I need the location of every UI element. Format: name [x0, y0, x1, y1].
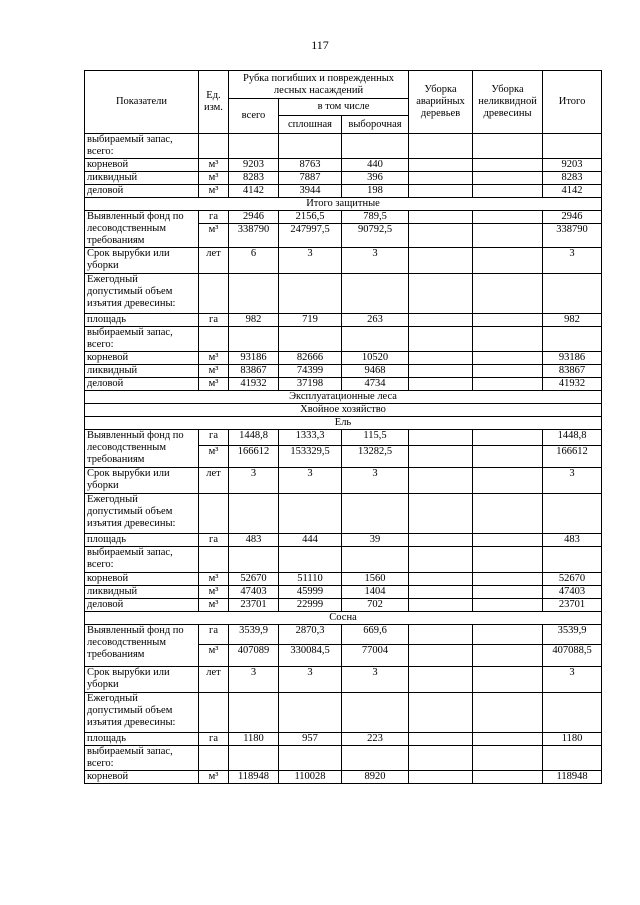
value-cell [409, 172, 473, 185]
value-cell [473, 159, 543, 172]
value-cell [409, 645, 473, 667]
value-cell [409, 185, 473, 198]
value-cell [342, 494, 409, 534]
value-cell: 3 [279, 468, 342, 494]
unit-cell: м³ [199, 771, 229, 784]
value-cell: 1448,8 [543, 430, 602, 446]
value-cell [342, 274, 409, 314]
unit-cell [199, 494, 229, 534]
value-cell: 52670 [229, 573, 279, 586]
value-cell: 9468 [342, 365, 409, 378]
table-row [85, 667, 602, 693]
unit-cell [199, 327, 229, 352]
value-cell: 115,5 [342, 430, 409, 446]
table-row [85, 599, 602, 612]
header-emergency: Уборка аварийных деревьев [409, 71, 473, 134]
value-cell [473, 586, 543, 599]
row-label: Ежегодный допустимый объем изъятия древесины: [85, 494, 199, 534]
value-cell: 3539,9 [543, 625, 602, 645]
value-cell: 8920 [342, 771, 409, 784]
value-cell [473, 185, 543, 198]
row-label: Выявленный фонд по лесоводственным требованиям [85, 430, 199, 468]
value-cell: 39 [342, 534, 409, 547]
value-cell [279, 746, 342, 771]
value-cell: 3539,9 [229, 625, 279, 645]
value-cell [543, 693, 602, 733]
value-cell: 263 [342, 314, 409, 327]
row-label: Выявленный фонд по лесоводственным требованиям [85, 211, 199, 248]
value-cell [342, 746, 409, 771]
value-cell: 83867 [229, 365, 279, 378]
table-row [85, 314, 602, 327]
value-cell [473, 211, 543, 224]
header-total-all: всего [229, 99, 279, 134]
value-cell: 82666 [279, 352, 342, 365]
value-cell: 2946 [229, 211, 279, 224]
row-label: корневой [85, 573, 199, 586]
value-cell [342, 693, 409, 733]
unit-cell: лет [199, 468, 229, 494]
value-cell [473, 733, 543, 746]
value-cell [473, 314, 543, 327]
row-label: ликвидный [85, 586, 199, 599]
value-cell [409, 468, 473, 494]
section-title: Ель [85, 417, 602, 430]
value-cell: 1180 [543, 733, 602, 746]
value-cell [473, 645, 543, 667]
value-cell: 8763 [279, 159, 342, 172]
value-cell [409, 446, 473, 468]
value-cell: 223 [342, 733, 409, 746]
row-label: деловой [85, 599, 199, 612]
row-label: выбираемый запас, всего: [85, 134, 199, 159]
value-cell [473, 547, 543, 573]
value-cell [543, 547, 602, 573]
value-cell: 93186 [229, 352, 279, 365]
value-cell [409, 378, 473, 391]
unit-cell [199, 274, 229, 314]
header-total: Итого [543, 71, 602, 134]
value-cell: 3 [342, 468, 409, 494]
table-row [85, 547, 602, 573]
table-row [85, 430, 602, 446]
row-label: Срок вырубки или уборки [85, 248, 199, 274]
value-cell: 1560 [342, 573, 409, 586]
value-cell [409, 327, 473, 352]
value-cell [473, 625, 543, 645]
unit-cell: м³ [199, 378, 229, 391]
value-cell [409, 274, 473, 314]
value-cell [409, 599, 473, 612]
value-cell [409, 352, 473, 365]
unit-cell [199, 693, 229, 733]
value-cell [409, 534, 473, 547]
value-cell: 23701 [543, 599, 602, 612]
row-label: ликвидный [85, 365, 199, 378]
row-label: ликвидный [85, 172, 199, 185]
value-cell [279, 134, 342, 159]
value-cell: 8283 [543, 172, 602, 185]
header-selective: выборочная [342, 116, 409, 134]
table-row [85, 534, 602, 547]
unit-cell: га [199, 314, 229, 327]
value-cell: 3 [543, 248, 602, 274]
row-label: выбираемый запас, всего: [85, 327, 199, 352]
value-cell: 440 [342, 159, 409, 172]
table-row [85, 248, 602, 274]
value-cell [229, 134, 279, 159]
value-cell: 3 [342, 248, 409, 274]
value-cell: 23701 [229, 599, 279, 612]
value-cell [229, 494, 279, 534]
value-cell: 3 [229, 667, 279, 693]
value-cell: 957 [279, 733, 342, 746]
value-cell [279, 547, 342, 573]
value-cell [473, 378, 543, 391]
value-cell [409, 430, 473, 446]
value-cell: 41932 [229, 378, 279, 391]
value-cell [473, 134, 543, 159]
value-cell: 153329,5 [279, 446, 342, 468]
value-cell: 52670 [543, 573, 602, 586]
unit-cell: м³ [199, 365, 229, 378]
value-cell: 198 [342, 185, 409, 198]
value-cell [543, 746, 602, 771]
value-cell: 444 [279, 534, 342, 547]
value-cell [473, 494, 543, 534]
unit-cell: га [199, 625, 229, 645]
unit-cell [199, 547, 229, 573]
unit-cell: м³ [199, 599, 229, 612]
value-cell [473, 172, 543, 185]
value-cell [342, 134, 409, 159]
table-row [85, 274, 602, 314]
value-cell: 3 [543, 468, 602, 494]
section-row [85, 198, 602, 211]
value-cell [409, 159, 473, 172]
value-cell [279, 693, 342, 733]
unit-cell: м³ [199, 224, 229, 248]
unit-cell: м³ [199, 586, 229, 599]
unit-cell: лет [199, 667, 229, 693]
table-row [85, 365, 602, 378]
value-cell: 1180 [229, 733, 279, 746]
value-cell: 3 [229, 468, 279, 494]
row-label: Срок вырубки или уборки [85, 468, 199, 494]
value-cell: 41932 [543, 378, 602, 391]
value-cell [473, 327, 543, 352]
value-cell: 982 [229, 314, 279, 327]
value-cell [473, 352, 543, 365]
row-label: корневой [85, 159, 199, 172]
header-felling: Рубка погибших и поврежденных лесных насаждений [229, 71, 409, 99]
row-label: Срок вырубки или уборки [85, 667, 199, 693]
table-row [85, 771, 602, 784]
section-title: Итого защитные [85, 198, 602, 211]
value-cell [473, 667, 543, 693]
value-cell: 338790 [229, 224, 279, 248]
value-cell: 166612 [543, 446, 602, 468]
value-cell: 3 [342, 667, 409, 693]
value-cell: 166612 [229, 446, 279, 468]
value-cell: 483 [229, 534, 279, 547]
value-cell: 37198 [279, 378, 342, 391]
unit-cell: м³ [199, 573, 229, 586]
unit-cell: м³ [199, 645, 229, 667]
value-cell [409, 494, 473, 534]
table-row [85, 586, 602, 599]
value-cell [473, 430, 543, 446]
value-cell [409, 733, 473, 746]
value-cell: 3944 [279, 185, 342, 198]
value-cell: 77004 [342, 645, 409, 667]
value-cell [409, 586, 473, 599]
unit-cell: га [199, 430, 229, 446]
value-cell: 47403 [229, 586, 279, 599]
row-label: деловой [85, 185, 199, 198]
table-row [85, 378, 602, 391]
value-cell [229, 327, 279, 352]
value-cell: 47403 [543, 586, 602, 599]
value-cell: 669,6 [342, 625, 409, 645]
header-including: в том числе [279, 99, 409, 116]
value-cell [473, 274, 543, 314]
value-cell [543, 134, 602, 159]
row-label: Ежегодный допустимый объем изъятия древесины: [85, 693, 199, 733]
value-cell [473, 446, 543, 468]
unit-cell: га [199, 733, 229, 746]
table-row [85, 172, 602, 185]
unit-cell [199, 134, 229, 159]
table-row [85, 352, 602, 365]
value-cell: 719 [279, 314, 342, 327]
value-cell: 2946 [543, 211, 602, 224]
section-row [85, 417, 602, 430]
value-cell: 3 [543, 667, 602, 693]
value-cell [409, 211, 473, 224]
row-label: корневой [85, 771, 199, 784]
table-row [85, 746, 602, 771]
unit-cell: м³ [199, 446, 229, 468]
value-cell: 118948 [229, 771, 279, 784]
section-title: Эксплуатационные леса [85, 391, 602, 404]
value-cell [279, 494, 342, 534]
section-row [85, 391, 602, 404]
value-cell [229, 693, 279, 733]
value-cell [409, 248, 473, 274]
table-row [85, 185, 602, 198]
value-cell [342, 327, 409, 352]
value-cell [409, 693, 473, 733]
value-cell [409, 547, 473, 573]
value-cell: 83867 [543, 365, 602, 378]
row-label: выбираемый запас, всего: [85, 547, 199, 573]
value-cell: 702 [342, 599, 409, 612]
value-cell [473, 771, 543, 784]
table-row [85, 327, 602, 352]
value-cell [473, 573, 543, 586]
value-cell [473, 248, 543, 274]
table-row [85, 134, 602, 159]
unit-cell: лет [199, 248, 229, 274]
value-cell [409, 314, 473, 327]
value-cell: 51110 [279, 573, 342, 586]
value-cell [409, 625, 473, 645]
header-indicators: Показатели [85, 71, 199, 134]
page-number: 117 [311, 38, 329, 52]
value-cell: 6 [229, 248, 279, 274]
unit-cell: м³ [199, 172, 229, 185]
value-cell: 247997,5 [279, 224, 342, 248]
value-cell [473, 224, 543, 248]
section-row [85, 612, 602, 625]
value-cell: 1448,8 [229, 430, 279, 446]
value-cell [279, 274, 342, 314]
section-row [85, 404, 602, 417]
value-cell: 2156,5 [279, 211, 342, 224]
table-row [85, 494, 602, 534]
value-cell [229, 746, 279, 771]
value-cell: 1333,3 [279, 430, 342, 446]
row-label: деловой [85, 378, 199, 391]
value-cell [409, 771, 473, 784]
value-cell [473, 534, 543, 547]
table-row [85, 693, 602, 733]
unit-cell: га [199, 534, 229, 547]
section-title: Сосна [85, 612, 602, 625]
value-cell: 110028 [279, 771, 342, 784]
value-cell: 982 [543, 314, 602, 327]
table-row [85, 468, 602, 494]
table-row [85, 159, 602, 172]
header-unit: Ед. изм. [199, 71, 229, 134]
value-cell: 789,5 [342, 211, 409, 224]
value-cell [409, 365, 473, 378]
value-cell: 13282,5 [342, 446, 409, 468]
value-cell: 3 [279, 667, 342, 693]
value-cell: 8283 [229, 172, 279, 185]
value-cell [543, 327, 602, 352]
value-cell [229, 274, 279, 314]
unit-cell: м³ [199, 159, 229, 172]
table-row [85, 573, 602, 586]
value-cell: 396 [342, 172, 409, 185]
unit-cell: м³ [199, 352, 229, 365]
header-illiquid: Уборка неликвидной древесины [473, 71, 543, 134]
value-cell: 93186 [543, 352, 602, 365]
value-cell: 45999 [279, 586, 342, 599]
value-cell [409, 134, 473, 159]
value-cell [473, 365, 543, 378]
row-label: корневой [85, 352, 199, 365]
value-cell [473, 599, 543, 612]
row-label: площадь [85, 314, 199, 327]
value-cell: 118948 [543, 771, 602, 784]
table-row [85, 733, 602, 746]
value-cell: 1404 [342, 586, 409, 599]
table-body [85, 134, 602, 784]
value-cell [543, 494, 602, 534]
value-cell [543, 274, 602, 314]
value-cell [473, 693, 543, 733]
value-cell [409, 746, 473, 771]
unit-cell: га [199, 211, 229, 224]
value-cell [409, 667, 473, 693]
value-cell [473, 468, 543, 494]
unit-cell: м³ [199, 185, 229, 198]
value-cell: 10520 [342, 352, 409, 365]
value-cell: 90792,5 [342, 224, 409, 248]
value-cell: 22999 [279, 599, 342, 612]
header-clear: сплошная [279, 116, 342, 134]
value-cell: 338790 [543, 224, 602, 248]
value-cell: 7887 [279, 172, 342, 185]
value-cell: 74399 [279, 365, 342, 378]
value-cell: 4142 [229, 185, 279, 198]
section-title: Хвойное хозяйство [85, 404, 602, 417]
value-cell: 9203 [229, 159, 279, 172]
row-label: площадь [85, 733, 199, 746]
unit-cell [199, 746, 229, 771]
value-cell: 2870,3 [279, 625, 342, 645]
value-cell: 4734 [342, 378, 409, 391]
value-cell [409, 573, 473, 586]
table-row [85, 625, 602, 645]
row-label: выбираемый запас, всего: [85, 746, 199, 771]
forest-felling-table [84, 70, 602, 784]
value-cell: 407089 [229, 645, 279, 667]
row-label: площадь [85, 534, 199, 547]
table-row [85, 211, 602, 224]
value-cell [279, 327, 342, 352]
value-cell: 483 [543, 534, 602, 547]
value-cell [342, 547, 409, 573]
value-cell: 9203 [543, 159, 602, 172]
value-cell: 407088,5 [543, 645, 602, 667]
value-cell [229, 547, 279, 573]
value-cell [409, 224, 473, 248]
row-label: Ежегодный допустимый объем изъятия древесины: [85, 274, 199, 314]
row-label: Выявленный фонд по лесоводственным требованиям [85, 625, 199, 667]
value-cell [473, 746, 543, 771]
value-cell: 3 [279, 248, 342, 274]
value-cell: 4142 [543, 185, 602, 198]
value-cell: 330084,5 [279, 645, 342, 667]
